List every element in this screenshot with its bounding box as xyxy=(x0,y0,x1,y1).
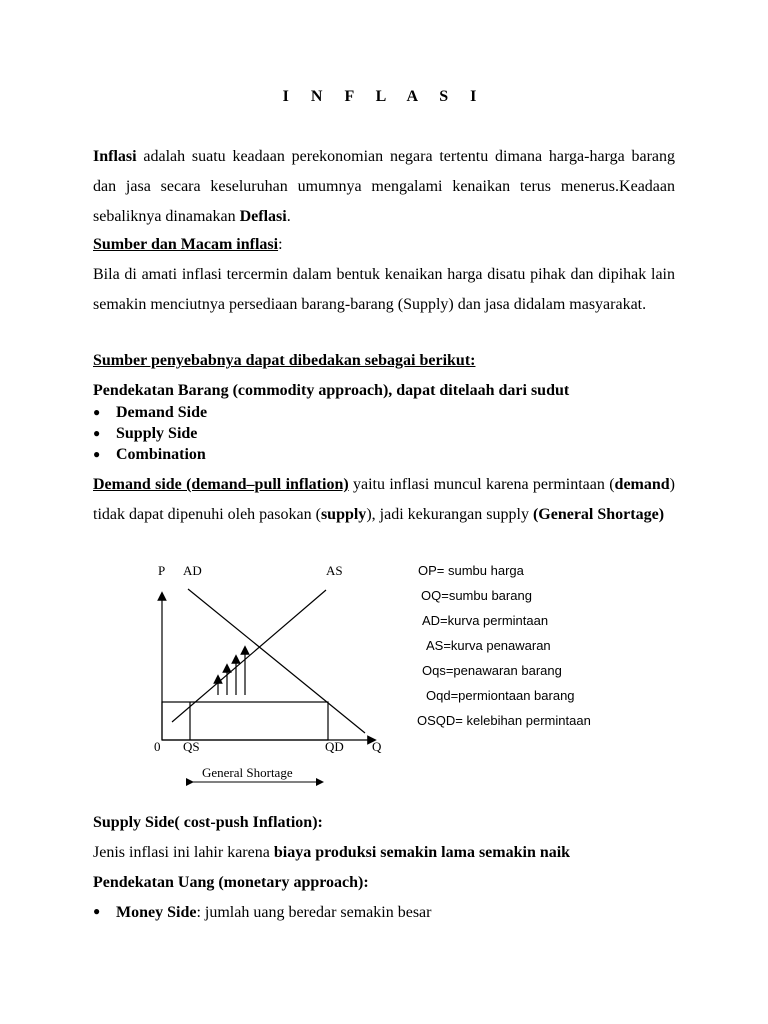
bullet-icon: ● xyxy=(93,904,101,918)
term-inflasi: Inflasi xyxy=(93,148,137,165)
legend-item: OQ=sumbu barang xyxy=(421,588,532,603)
penyebab-heading: Sumber penyebabnya dapat dibedakan sebagai berikut: xyxy=(93,352,476,369)
list-item: ● Demand Side xyxy=(93,404,208,421)
as-label: AS xyxy=(326,563,343,578)
legend-item: AD=kurva permintaan xyxy=(422,613,549,628)
list-item: ● Combination xyxy=(93,446,206,463)
intro-text: adalah suatu keadaan perekonomian negara tertentu dimana harga-harga barang dan jasa secara keseluruhan umumnya mengalami kenaikan terus menerus.Keadaan sebaliknya dinamakan xyxy=(93,148,675,225)
supply-side-text: Jenis inflasi ini lahir karena biaya produksi semakin lama semakin naik xyxy=(93,844,571,861)
page-title: I N F L A S I xyxy=(282,88,486,105)
legend-item: OSQD= kelebihan permintaan xyxy=(417,713,591,728)
bullet-icon: ● xyxy=(93,447,101,461)
shortage-label: General Shortage xyxy=(202,765,293,780)
legend-item: OP= sumbu harga xyxy=(418,563,524,578)
bullet-icon: ● xyxy=(93,405,101,419)
ad-curve xyxy=(188,589,365,733)
origin-label: 0 xyxy=(154,739,161,754)
pendekatan-barang: Pendekatan Barang (commodity approach), dapat ditelaah dari sudut xyxy=(93,382,570,399)
sumber-paragraph: Bila di amati inflasi tercermin dalam bentuk kenaikan harga disatu pihak dan dipihak lain semakin menciutnya persediaan barang-barang (Supply) dan jasa didalam masyarakat. xyxy=(93,266,675,313)
x-axis-label: Q xyxy=(372,739,382,754)
qs-label: QS xyxy=(183,739,200,754)
y-axis-label: P xyxy=(158,563,166,578)
legend-item: AS=kurva penawaran xyxy=(426,638,551,653)
list-item: ● Supply Side xyxy=(93,425,198,442)
term-deflasi: Deflasi xyxy=(239,208,287,225)
legend-item: Oqs=penawaran barang xyxy=(422,663,562,678)
demand-side-paragraph: Demand side (demand–pull inflation) yaitu inflasi muncul karena permintaan (demand) tidak dapat dipenuhi oleh pasokan (supply), jadi kekurangan supply (General Shortage) xyxy=(93,476,675,523)
legend-item: Oqd=permiontaan barang xyxy=(426,688,575,703)
pendekatan-uang: Pendekatan Uang (monetary approach): xyxy=(93,874,369,891)
money-side-label: Money Side xyxy=(116,904,197,921)
ad-label: AD xyxy=(183,563,202,578)
money-side-text: : jumlah uang beredar semakin besar xyxy=(196,904,432,921)
demand-side-heading: Demand side (demand–pull inflation) xyxy=(93,476,349,493)
money-side-item xyxy=(93,904,431,922)
sumber-colon: : xyxy=(278,236,283,253)
bullet-icon: ● xyxy=(93,426,101,440)
qd-label: QD xyxy=(325,739,344,754)
shortage-rectangle xyxy=(162,702,328,740)
supply-side-heading: Supply Side( cost-push Inflation): xyxy=(93,814,323,831)
intro-end: . xyxy=(286,208,291,225)
sumber-heading: Sumber dan Macam inflasi xyxy=(93,236,279,253)
